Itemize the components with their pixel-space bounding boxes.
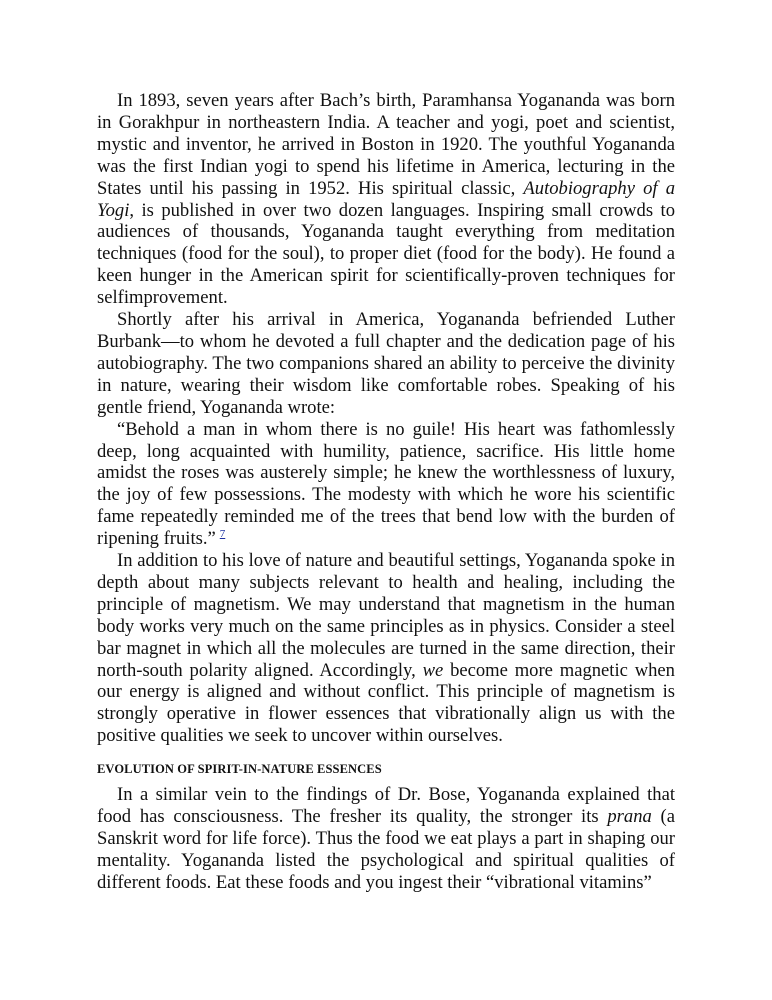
- book-title: Autobiography of a Yogi: [97, 177, 675, 221]
- paragraph-yogananda-intro: [97, 90, 675, 309]
- paragraph-text: , is published in over two dozen languages. Inspiring small crowds to audiences of thousands, Yogananda taught everything from meditation techniques (food for the soul), to proper diet (food for the body). He found a keen hunger in the American spirit for scientifically-proven techniques for selfimprovement.: [97, 199, 675, 309]
- paragraph-text: In addition to his love of nature and beautiful settings, Yogananda spoke in depth about many subjects relevant to health and healing, including the principle of magnetism. We may understand that magnetism in the human body works very much on the same principles as in physics. Consider a steel bar magnet in which all the molecules are turned in the same direction, their north-south polarity aligned. Accordingly,: [97, 550, 675, 681]
- paragraph-text: become more magnetic when our energy is aligned and without conflict. This principle of magnetism is strongly operative in flower essences that vibrationally align us with the positive qualities we seek to uncover within ourselves.: [97, 659, 675, 747]
- paragraph-text: (a Sanskrit word for life force). Thus the food we eat plays a part in shaping our mentality. Yogananda listed the psychological and spiritual qualities of different foods. Eat these foods and you ingest their “vibrational vitamins”: [97, 806, 676, 893]
- emphasis-text: we: [422, 659, 444, 681]
- quote-text: “Behold a man in whom there is no guile! His heart was fathomlessly deep, long acquainted with humility, patience, sacrifice. His little home amidst the roses was austerely simple; he knew the worthlessness of luxury, the joy of few possessions. The modesty with which he wore his scientific fame repeatedly reminded me of the trees that bend low with the burden of ripening fruits.”: [97, 418, 675, 550]
- paragraph-burbank: Shortly after his arrival in America, Yogananda befriended Luther Burbank—to whom he devoted a full chapter and the dedication page of his autobiography. The two companions shared an ability to perceive the divinity in nature, wearing their wisdom like comfortable robes. Speaking of his gentle friend, Yogananda wrote:: [97, 309, 675, 418]
- paragraph-food-consciousness: [97, 784, 675, 894]
- footnote-link-7[interactable]: 7: [219, 527, 226, 540]
- paragraph-text: In a similar vein to the findings of Dr. Bose, Yogananda explained that food has consciousness. The fresher its quality, the stronger its: [97, 784, 675, 828]
- paragraph-quote: [97, 419, 675, 550]
- section-heading: EVOLUTION OF SPIRIT-IN-NATURE ESSENCES: [97, 762, 382, 777]
- document-page: [97, 90, 675, 894]
- paragraph-text: In 1893, seven years after Bach’s birth, Paramhansa Yogananda was born in Gorakhpur in northeastern India. A teacher and yogi, poet and scientist, mystic and inventor, he arrived in Boston in 1920. The youthful Yogananda was the first Indian yogi to spend his lifetime in America, lecturing in the States until his passing in 1952. His spiritual classic,: [97, 90, 675, 199]
- emphasis-text: prana: [607, 806, 652, 828]
- paragraph-magnetism: [97, 550, 675, 747]
